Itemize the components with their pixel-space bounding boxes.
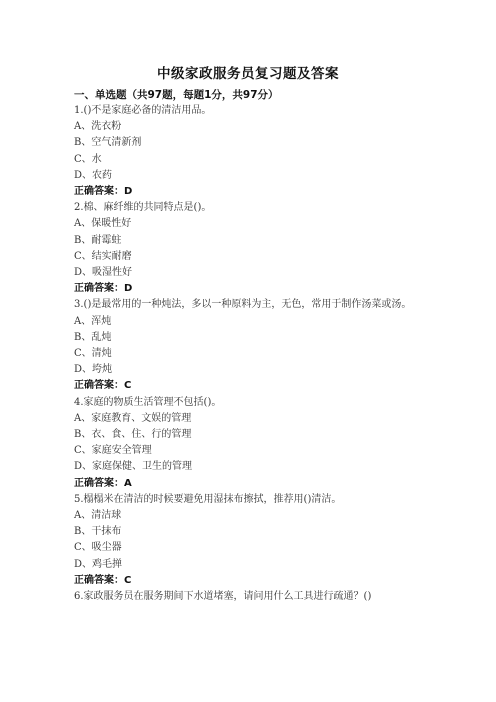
option-b: B、乱炖 [74,331,112,343]
option-b: B、干抹布 [74,526,122,538]
question-stem: 1.()不是家庭必备的清洁用品。 [74,105,212,116]
section-heading: 一、单选题（共97题，每题1分，共97分） [74,89,279,101]
correct-answer [74,281,430,297]
question-1 [74,103,430,200]
option-d: D、家庭保健、卫生的管理 [74,461,193,473]
option-d: D、垮炖 [74,364,113,376]
question-6 [74,589,430,605]
answer-value: A [124,477,132,489]
correct-answer [74,573,430,589]
option-a: A、清洁球 [74,510,122,522]
option-b: B、空气清新剂 [74,137,142,149]
answer-label: 正确答案： [74,574,124,586]
answer-label: 正确答案： [74,186,124,198]
question-5 [74,492,430,589]
answer-label: 正确答案： [74,283,124,295]
option-a: A、家庭教育、文娱的管理 [74,412,192,424]
option-a: A、保暖性好 [74,218,132,230]
option-c: C、水 [74,153,102,165]
question-stem: 5.榻榻米在清洁的时候要避免用湿抹布擦拭，推荐用()清洁。 [74,493,342,505]
option-b: B、耐霉蛀 [74,234,122,246]
answer-value: D [124,283,133,295]
question-4 [74,395,430,492]
correct-answer [74,476,430,492]
document-title: 中级家政服务员复习题及答案 [157,66,339,82]
answer-value: C [124,574,132,586]
option-d: D、农药 [74,169,113,181]
option-a: A、洗衣粉 [74,121,122,133]
answer-label: 正确答案： [74,380,124,392]
option-d: D、吸湿性好 [74,267,133,279]
question-stem: 6.家政服务员在服务期间下水道堵塞，请问用什么工具进行疏通？() [74,591,372,603]
option-c: C、家庭安全管理 [74,445,152,457]
correct-answer [74,184,430,200]
answer-value: D [124,186,133,198]
answer-label: 正确答案： [74,477,124,489]
answer-value: C [124,380,132,392]
question-stem: 2.棉、麻纤维的共同特点是()。 [74,202,212,214]
question-3 [74,297,430,394]
question-stem: 4.家庭的物质生活管理不包括()。 [74,396,222,408]
question-stem: 3.()是最常用的一种炖法，多以一种原料为主，无色，常用于制作汤菜或汤。 [74,299,412,311]
question-2 [74,200,430,297]
option-b: B、衣、食、住、行的管理 [74,429,192,441]
option-c: C、吸尘器 [74,542,122,554]
document-body [74,87,430,605]
correct-answer [74,378,430,394]
option-a: A、浑炖 [74,315,112,327]
option-c: C、清炖 [74,348,112,360]
option-d: D、鸡毛掸 [74,558,123,570]
option-c: C、结实耐磨 [74,250,132,262]
